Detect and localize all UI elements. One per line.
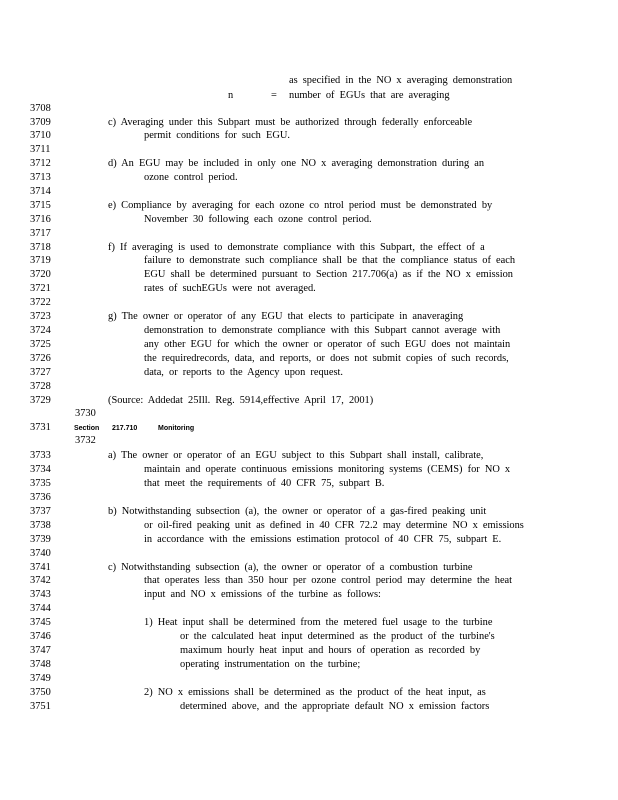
line-3708 — [0, 102, 618, 115]
line-number: 3751 — [30, 701, 51, 712]
line-3730 — [0, 407, 618, 420]
line-3732 — [0, 434, 618, 447]
line-3742 — [0, 574, 618, 587]
line-text: c) Averaging under this Subpart must be authorized through federally enforceable — [108, 117, 473, 128]
line-3720 — [0, 268, 618, 281]
line-text: November 30 following each ozone control period. — [144, 214, 372, 225]
line-number: 3738 — [30, 520, 51, 531]
line-text: data, or reports to the Agency upon request. — [144, 367, 343, 378]
section-title: Monitoring — [158, 425, 195, 432]
line-number: 3723 — [30, 311, 51, 322]
line-text: any other EGU for which the owner or operator of such EGU does not maintain — [144, 339, 511, 350]
line-3715 — [0, 199, 618, 212]
line-text: f) If averaging is used to demonstrate compliance with this Subpart, the effect of a — [108, 242, 485, 253]
line-text: that operates less than 350 hour per ozone control period may determine the heat — [144, 575, 513, 586]
line-number: 3710 — [30, 130, 51, 141]
line-text: that meet the requirements of 40 CFR 75, subpart B. — [144, 478, 385, 489]
line-3745 — [0, 616, 618, 629]
line-number: 3739 — [30, 534, 51, 545]
section-label: Section — [74, 425, 100, 432]
line-number: 3725 — [30, 339, 51, 350]
line-number: 3718 — [30, 242, 51, 253]
line-3731 — [0, 421, 618, 434]
line-3719 — [0, 254, 618, 267]
line-number: 3749 — [30, 673, 51, 684]
line-text: 2) NO x emissions shall be determined as the product of the heat input, as — [144, 687, 486, 698]
line-text: failure to demonstrate such compliance shall be that the compliance status of each — [144, 255, 516, 266]
line-number: 3714 — [30, 186, 51, 197]
line-text: b) Notwithstanding subsection (a), the owner or operator of a gas-fired peaking unit — [108, 506, 487, 517]
line-3739 — [0, 533, 618, 546]
line-3741 — [0, 561, 618, 574]
line-text: ozone control period. — [144, 172, 238, 183]
line-3718 — [0, 241, 618, 254]
line-text: input and NO x emissions of the turbine as follows: — [144, 589, 381, 600]
line-number: 3735 — [30, 478, 51, 489]
line-text: 1) Heat input shall be determined from the metered fuel usage to the turbine — [144, 617, 493, 628]
line-3744 — [0, 602, 618, 615]
line-3734 — [0, 463, 618, 476]
line-number: 3721 — [30, 283, 51, 294]
line-3711 — [0, 143, 618, 156]
line-3725 — [0, 338, 618, 351]
formula-equals: = — [271, 90, 277, 101]
line-3735 — [0, 477, 618, 490]
line-3714 — [0, 185, 618, 198]
line-text: e) Compliance by averaging for each ozone co ntrol period must be demonstrated by — [108, 200, 493, 211]
line-3738 — [0, 519, 618, 532]
line-number: 3746 — [30, 631, 51, 642]
line-3710 — [0, 129, 618, 142]
line-number: 3731 — [30, 422, 51, 433]
line-text: permit conditions for such EGU. — [144, 130, 290, 141]
line-number: 3724 — [30, 325, 51, 336]
line-number: 3713 — [30, 172, 51, 183]
line-number: 3716 — [30, 214, 51, 225]
line-text: EGU shall be determined pursuant to Section 217.706(a) as if the NO x emission — [144, 269, 513, 280]
line-3723 — [0, 310, 618, 323]
line-3722 — [0, 296, 618, 309]
line-number: 3745 — [30, 617, 51, 628]
line-number: 3734 — [30, 464, 51, 475]
line-number: 3750 — [30, 687, 51, 698]
line-number: 3732 — [75, 435, 96, 446]
line-text: demonstration to demonstrate compliance with this Subpart cannot average with — [144, 325, 501, 336]
line-3716 — [0, 213, 618, 226]
line-number: 3715 — [30, 200, 51, 211]
line-text: g) The owner or operator of any EGU that elects to participate in anaveraging — [108, 311, 464, 322]
line-3727 — [0, 366, 618, 379]
line-3724 — [0, 324, 618, 337]
line-number: 3733 — [30, 450, 51, 461]
line-text: rates of suchEGUs were not averaged. — [144, 283, 316, 294]
formula-n: n — [228, 90, 234, 101]
line-3726 — [0, 352, 618, 365]
line-text: operating instrumentation on the turbine; — [180, 659, 361, 670]
line-3751 — [0, 700, 618, 713]
line-text: maximum hourly heat input and hours of operation as recorded by — [180, 645, 481, 656]
formula-definition: number of EGUs that are averaging — [289, 90, 450, 101]
line-number: 3740 — [30, 548, 51, 559]
line-text: the requiredrecords, data, and reports, or does not submit copies of such records, — [144, 353, 509, 364]
line-number: 3711 — [30, 144, 51, 155]
formula-text: as specified in the NO x averaging demonstration — [289, 75, 513, 86]
line-3743 — [0, 588, 618, 601]
line-number: 3726 — [30, 353, 51, 364]
line-3733 — [0, 449, 618, 462]
line-number: 3736 — [30, 492, 51, 503]
line-3717 — [0, 227, 618, 240]
section-number: 217.710 — [112, 425, 138, 432]
line-number: 3729 — [30, 395, 51, 406]
formula-line-2 — [0, 89, 618, 102]
line-number: 3719 — [30, 255, 51, 266]
line-number: 3742 — [30, 575, 51, 586]
line-text: or oil-fired peaking unit as defined in 40 CFR 72.2 may determine NO x emissions — [144, 520, 524, 531]
line-number: 3737 — [30, 506, 51, 517]
line-3750 — [0, 686, 618, 699]
line-3728 — [0, 380, 618, 393]
line-text: determined above, and the appropriate default NO x emission factors — [180, 701, 490, 712]
line-3709 — [0, 116, 618, 129]
line-number: 3709 — [30, 117, 51, 128]
line-text: or the calculated heat input determined as the product of the turbine's — [180, 631, 495, 642]
line-number: 3747 — [30, 645, 51, 656]
line-3736 — [0, 491, 618, 504]
line-text: in accordance with the emissions estimation protocol of 40 CFR 75, subpart E. — [144, 534, 502, 545]
line-number: 3708 — [30, 103, 51, 114]
line-number: 3712 — [30, 158, 51, 169]
line-number: 3720 — [30, 269, 51, 280]
line-3712 — [0, 157, 618, 170]
line-number: 3743 — [30, 589, 51, 600]
line-number: 3741 — [30, 562, 51, 573]
line-number: 3730 — [75, 408, 96, 419]
line-number: 3717 — [30, 228, 51, 239]
line-3713 — [0, 171, 618, 184]
line-number: 3727 — [30, 367, 51, 378]
line-number: 3744 — [30, 603, 51, 614]
line-number: 3728 — [30, 381, 51, 392]
line-text: maintain and operate continuous emissions monitoring systems (CEMS) for NO x — [144, 464, 511, 475]
line-text: d) An EGU may be included in only one NO x averaging demonstration during an — [108, 158, 485, 169]
line-3747 — [0, 644, 618, 657]
line-3748 — [0, 658, 618, 671]
line-number: 3748 — [30, 659, 51, 670]
line-3740 — [0, 547, 618, 560]
line-number: 3722 — [30, 297, 51, 308]
formula-line-1 — [0, 74, 618, 87]
line-3729 — [0, 394, 618, 407]
line-3721 — [0, 282, 618, 295]
line-3746 — [0, 630, 618, 643]
line-3737 — [0, 505, 618, 518]
line-text: c) Notwithstanding subsection (a), the owner or operator of a combustion turbine — [108, 562, 473, 573]
line-3749 — [0, 672, 618, 685]
source-note: (Source: Addedat 25Ill. Reg. 5914,effective April 17, 2001) — [108, 395, 374, 406]
line-text: a) The owner or operator of an EGU subject to this Subpart shall install, calibrate, — [108, 450, 484, 461]
